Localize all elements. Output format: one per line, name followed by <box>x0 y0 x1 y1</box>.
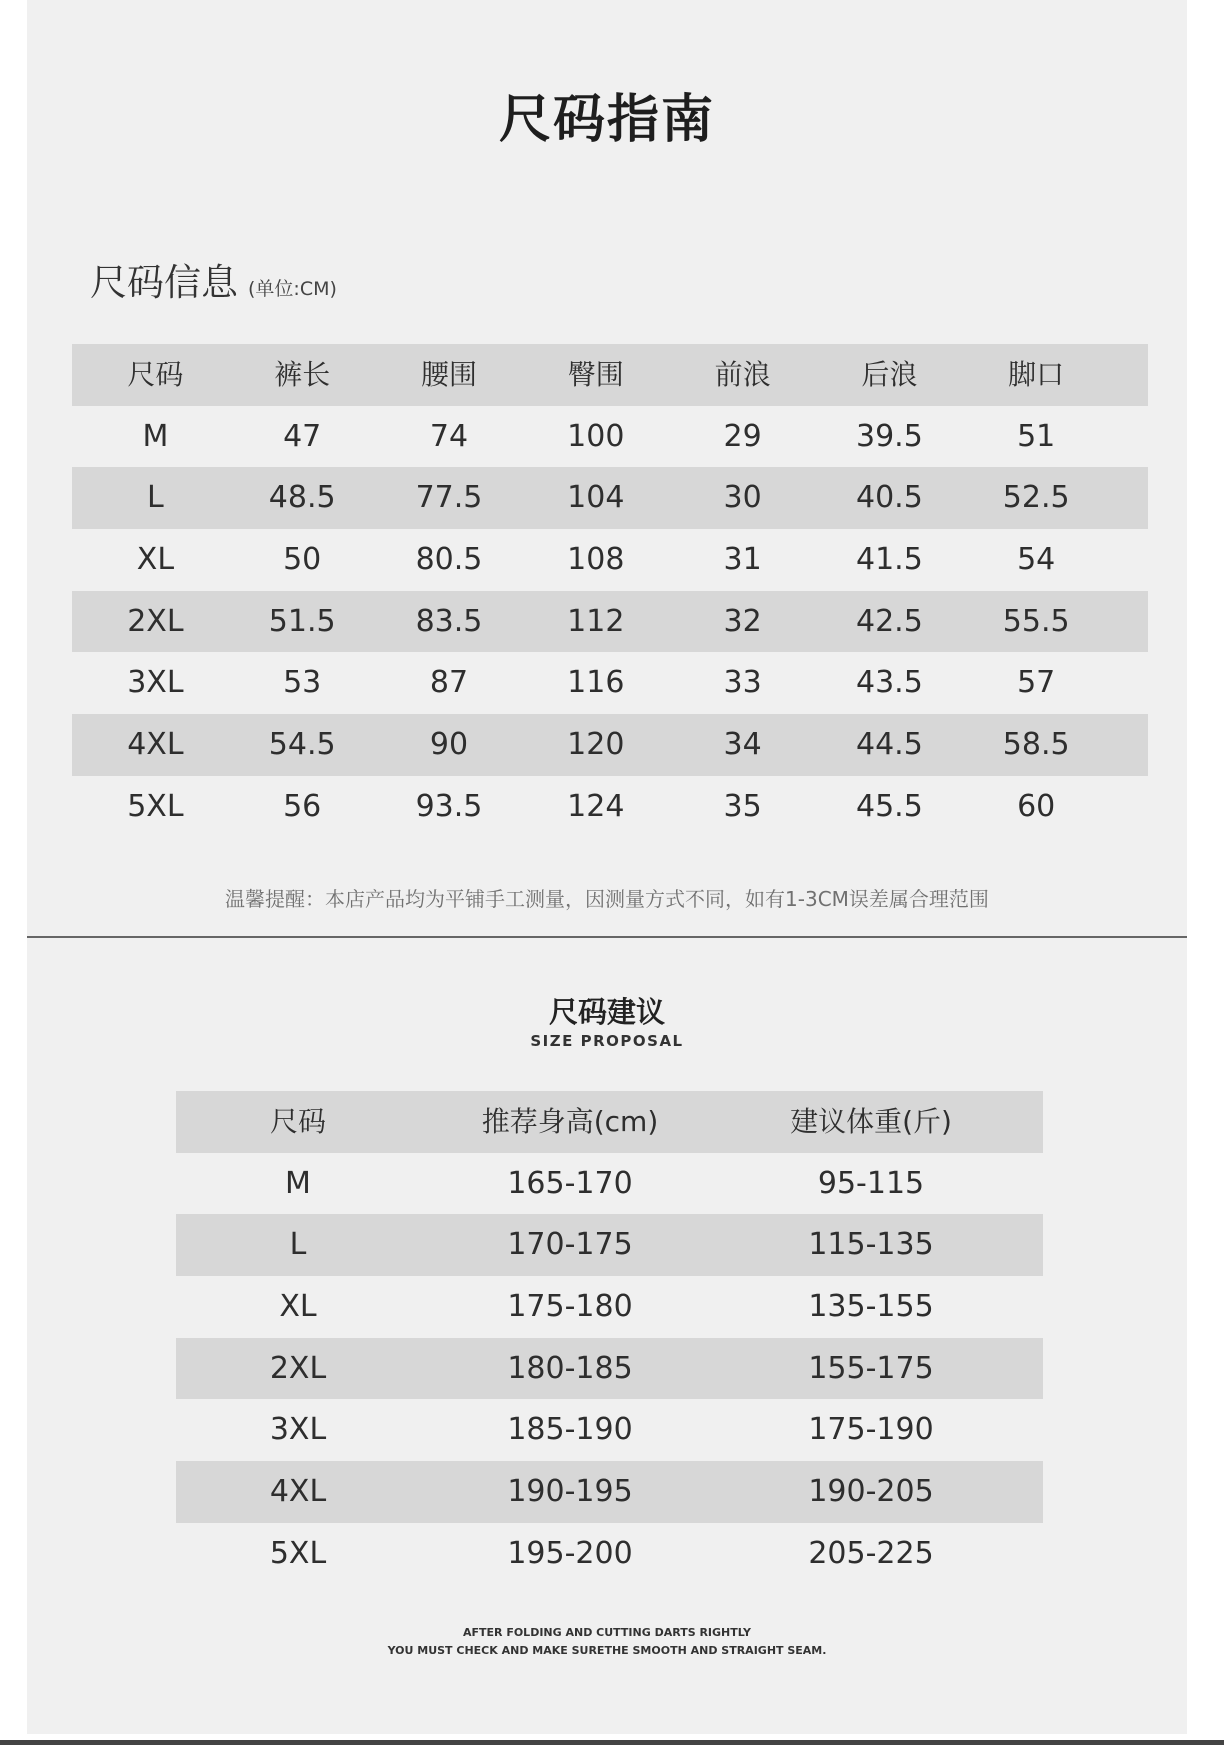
size-proposal-row <box>176 1523 1043 1585</box>
size-info-row <box>72 467 1148 529</box>
size-info-cell: 48.5 <box>268 480 336 516</box>
size-info-heading <box>90 261 337 312</box>
size-info-cell: 56 <box>283 788 322 824</box>
size-info-cell: 83.5 <box>415 603 483 639</box>
size-info-cell: 104 <box>567 480 625 516</box>
footer-line-2: YOU MUST CHECK AND MAKE SURETHE SMOOTH AND STRAIGHT SEAM. <box>387 1644 827 1657</box>
size-info-cell: 50 <box>283 542 322 578</box>
size-proposal-row <box>176 1461 1043 1523</box>
size-info-row <box>72 652 1148 714</box>
size-proposal-header-cell: 推荐身高(cm) <box>481 1105 659 1138</box>
size-info-cell: 33 <box>723 665 762 701</box>
size-proposal-table <box>176 1091 1043 1585</box>
size-proposal-cell: 115-135 <box>808 1227 934 1263</box>
size-proposal-cell: 185-190 <box>507 1412 633 1448</box>
size-info-cell: 124 <box>567 788 625 824</box>
size-info-cell: 54.5 <box>268 727 336 763</box>
size-proposal-cell: M <box>285 1165 311 1201</box>
size-info-cell: 4XL <box>127 727 184 763</box>
size-info-unit: (单位:CM) <box>248 278 337 300</box>
size-proposal-row <box>176 1399 1043 1461</box>
size-info-cell: 57 <box>1017 665 1056 701</box>
size-info-cell: 31 <box>723 542 762 578</box>
size-info-cell: 116 <box>567 665 625 701</box>
size-info-title: 尺码信息 <box>90 261 238 304</box>
size-info-cell: 112 <box>567 603 625 639</box>
measurement-note: 温馨提醒：本店产品均为平铺手工测量，因测量方式不同，如有1-3CM误差属合理范围 <box>225 887 989 911</box>
size-proposal-header-cell: 建议体重(斤) <box>790 1105 952 1138</box>
size-info-row <box>72 714 1148 776</box>
size-proposal-cell: 5XL <box>269 1535 327 1571</box>
size-proposal-header-cell: 尺码 <box>269 1105 326 1138</box>
size-info-cell: 100 <box>567 418 625 454</box>
size-info-cell: 47 <box>283 418 322 454</box>
size-info-cell: L <box>147 480 164 516</box>
size-proposal-cell: L <box>289 1227 307 1263</box>
size-info-cell: 41.5 <box>855 542 923 578</box>
size-info-cell: 39.5 <box>855 418 923 454</box>
size-proposal-cell: 95-115 <box>817 1165 925 1201</box>
size-info-cell: 87 <box>429 665 469 701</box>
size-info-cell: 58.5 <box>1002 727 1070 763</box>
size-info-cell: 45.5 <box>855 788 923 824</box>
size-info-cell: 80.5 <box>415 542 483 578</box>
size-info-cell: 60 <box>1017 788 1056 824</box>
size-info-cell: 5XL <box>127 788 184 824</box>
size-info-cell: 32 <box>723 603 762 639</box>
size-proposal-cell: 175-180 <box>507 1289 633 1325</box>
size-proposal-cell: 180-185 <box>507 1350 633 1386</box>
size-info-cell: 54 <box>1017 542 1056 578</box>
size-info-header-cell: 脚口 <box>1008 358 1065 391</box>
size-proposal-header-row <box>176 1091 1043 1153</box>
size-info-cell: 108 <box>567 542 625 578</box>
size-info-cell: 52.5 <box>1002 480 1070 516</box>
size-proposal-cell: 175-190 <box>808 1412 934 1448</box>
size-info-cell: 44.5 <box>855 727 923 763</box>
size-info-header-cell: 腰围 <box>420 358 477 391</box>
size-proposal-title: 尺码建议 <box>548 995 665 1029</box>
size-info-cell: 34 <box>723 727 762 763</box>
size-proposal-cell: 165-170 <box>507 1165 633 1201</box>
size-info-cell: 3XL <box>127 665 184 701</box>
size-info-cell: 42.5 <box>855 603 923 639</box>
size-info-cell: 51 <box>1017 418 1056 454</box>
size-info-header-cell: 后浪 <box>861 358 918 391</box>
size-proposal-cell: 3XL <box>269 1412 327 1448</box>
size-info-cell: 2XL <box>127 603 184 639</box>
section-divider <box>27 936 1187 938</box>
size-info-header-cell: 裤长 <box>274 358 331 391</box>
size-proposal-row <box>176 1276 1043 1338</box>
size-proposal-cell: 170-175 <box>507 1227 633 1263</box>
size-proposal-cell: XL <box>279 1289 317 1325</box>
size-info-cell: 90 <box>429 727 469 763</box>
size-proposal-row <box>176 1153 1043 1215</box>
size-proposal-subtitle: SIZE PROPOSAL <box>530 1032 684 1050</box>
size-info-cell: 120 <box>567 727 625 763</box>
size-info-header-cell: 前浪 <box>714 358 771 391</box>
size-info-header-cell: 臀围 <box>567 358 624 391</box>
size-proposal-cell: 135-155 <box>808 1289 934 1325</box>
size-info-cell: 35 <box>723 788 762 824</box>
size-proposal-cell: 4XL <box>269 1474 327 1510</box>
size-info-cell: 40.5 <box>855 480 923 516</box>
size-proposal-cell: 155-175 <box>808 1350 934 1386</box>
page-title: 尺码指南 <box>498 90 715 150</box>
size-info-cell: 55.5 <box>1002 603 1070 639</box>
size-info-cell: M <box>142 418 169 454</box>
size-info-cell: 29 <box>723 418 762 454</box>
size-info-row <box>72 776 1148 838</box>
size-proposal-cell: 2XL <box>269 1350 327 1386</box>
size-info-cell: 53 <box>283 665 322 701</box>
size-info-cell: XL <box>136 542 175 578</box>
size-info-table <box>72 344 1148 838</box>
size-info-row <box>72 591 1148 653</box>
footer-line-1: AFTER FOLDING AND CUTTING DARTS RIGHTLY <box>462 1626 752 1639</box>
size-proposal-cell: 205-225 <box>808 1535 934 1571</box>
size-info-header-row <box>72 344 1148 406</box>
size-info-cell: 51.5 <box>268 603 336 639</box>
size-info-cell: 77.5 <box>415 480 483 516</box>
size-info-cell: 93.5 <box>415 788 483 824</box>
footer-note <box>27 1624 1187 1660</box>
bottom-bar <box>0 1740 1224 1745</box>
size-proposal-row <box>176 1214 1043 1276</box>
size-info-header-cell: 尺码 <box>127 358 184 391</box>
size-info-cell: 30 <box>723 480 762 516</box>
size-proposal-row <box>176 1338 1043 1400</box>
size-info-cell: 43.5 <box>855 665 923 701</box>
size-proposal-cell: 190-195 <box>507 1474 633 1510</box>
size-proposal-cell: 195-200 <box>507 1535 633 1571</box>
size-info-row <box>72 529 1148 591</box>
size-info-cell: 74 <box>429 418 469 454</box>
size-proposal-cell: 190-205 <box>808 1474 934 1510</box>
size-info-row <box>72 406 1148 468</box>
